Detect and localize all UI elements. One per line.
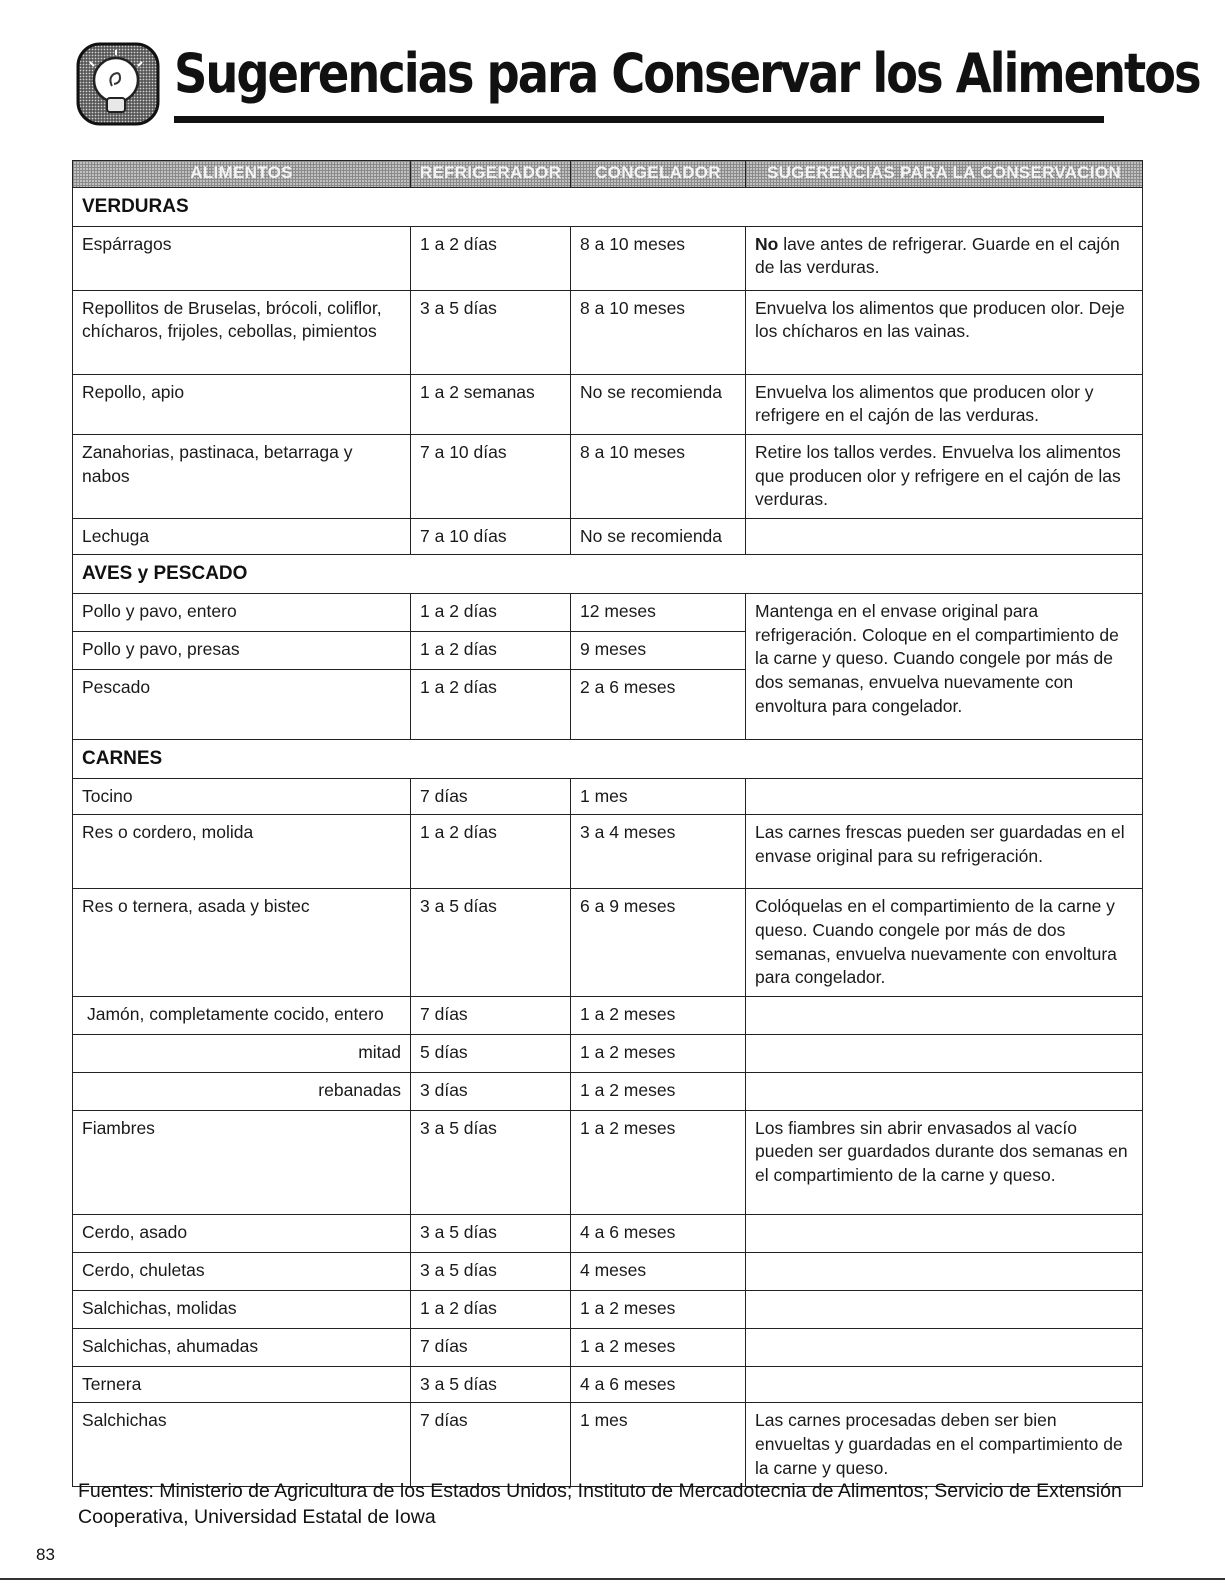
food-name: Cerdo, chuletas — [73, 1252, 411, 1290]
freezer-time: 1 a 2 meses — [571, 1072, 746, 1110]
table-row — [73, 1328, 1143, 1366]
section-title: CARNES — [73, 740, 1143, 779]
fridge-time: 3 a 5 días — [411, 1366, 571, 1403]
fridge-time: 7 días — [411, 1328, 571, 1366]
freezer-time: 8 a 10 meses — [571, 434, 746, 518]
food-name: Repollitos de Bruselas, brócoli, coliflor, chícharos, frijoles, cebollas, pimientos — [73, 290, 411, 374]
col-header-tips: SUGERENCIAS PARA LA CONSERVACION — [746, 161, 1143, 188]
storage-tip: Las carnes procesadas deben ser bien envueltas y guardadas en el compartimiento de la carne y queso. — [746, 1403, 1143, 1487]
table-row — [73, 1034, 1143, 1072]
food-name: Fiambres — [73, 1110, 411, 1214]
table-row — [73, 434, 1143, 518]
food-name: Espárragos — [73, 226, 411, 290]
food-name: Res o cordero, molida — [73, 815, 411, 889]
storage-tip — [746, 1252, 1143, 1290]
lightbulb-icon — [76, 42, 160, 126]
food-name: Salchichas, molidas — [73, 1290, 411, 1328]
freezer-time: 4 meses — [571, 1252, 746, 1290]
storage-tip — [746, 1072, 1143, 1110]
table-row — [73, 1072, 1143, 1110]
table-row — [73, 1110, 1143, 1214]
col-header-food: ALIMENTOS — [73, 161, 411, 188]
storage-tip: Colóquelas en el compartimiento de la carne y queso. Cuando congele por más de dos semanas, envuelva nuevamente con envoltura para congelador. — [746, 889, 1143, 997]
page-number: 83 — [36, 1545, 55, 1564]
storage-tip: Los fiambres sin abrir envasados al vacío pueden ser guardados durante dos semanas en el compartimiento de la carne y queso. — [746, 1110, 1143, 1214]
food-name: Lechuga — [73, 518, 411, 555]
table-row — [73, 778, 1143, 815]
freezer-time: 1 a 2 meses — [571, 1034, 746, 1072]
freezer-time: 8 a 10 meses — [571, 290, 746, 374]
freezer-time: 3 a 4 meses — [571, 815, 746, 889]
fridge-time: 3 a 5 días — [411, 1110, 571, 1214]
freezer-time: 4 a 6 meses — [571, 1214, 746, 1252]
food-name: Repollo, apio — [73, 374, 411, 434]
fridge-time: 7 días — [411, 1403, 571, 1487]
freezer-time: 12 meses — [571, 594, 746, 632]
tip-text: lave antes de refrigerar. Guarde en el cajón de las verduras. — [755, 233, 1120, 278]
fridge-time: 7 días — [411, 996, 571, 1034]
section-row-verduras — [73, 188, 1143, 227]
table-row — [73, 996, 1143, 1034]
fridge-time: 7 a 10 días — [411, 434, 571, 518]
storage-tip — [746, 1034, 1143, 1072]
storage-tip: Envuelva los alimentos que producen olor. Deje los chícharos en las vainas. — [746, 290, 1143, 374]
storage-tip — [746, 1366, 1143, 1403]
storage-tip — [746, 1290, 1143, 1328]
sources-note: Fuentes: Ministerio de Agricultura de los Estados Unidos; Instituto de Mercadotecnia de Alimentos; Servicio de Extensión Cooperativa, Universidad Estatal de Iowa — [78, 1480, 1122, 1529]
table-row — [73, 226, 1143, 290]
table-row — [73, 889, 1143, 997]
fridge-time: 1 a 2 días — [411, 632, 571, 670]
fridge-time: 3 a 5 días — [411, 1214, 571, 1252]
page-title: Sugerencias para Conservar los Alimentos — [174, 42, 1200, 105]
freezer-time: 1 mes — [571, 778, 746, 815]
section-row-aves — [73, 555, 1143, 594]
storage-tip: Mantenga en el envase original para refrigeración. Coloque en el compartimiento de la carne y queso. Cuando congele por más de dos semanas, envuelva nuevamente con envoltura para congelador. — [746, 594, 1143, 740]
storage-tip: Envuelva los alimentos que producen olor y refrigere en el cajón de las verduras. — [746, 374, 1143, 434]
food-name: Zanahorias, pastinaca, betarraga y nabos — [73, 434, 411, 518]
freezer-time: 1 a 2 meses — [571, 996, 746, 1034]
food-name: Pollo y pavo, presas — [73, 632, 411, 670]
freezer-time: 1 a 2 meses — [571, 1110, 746, 1214]
food-name: Tocino — [73, 778, 411, 815]
food-name: Pollo y pavo, entero — [73, 594, 411, 632]
food-name: Salchichas — [73, 1403, 411, 1487]
table-row — [73, 815, 1143, 889]
food-name: Salchichas, ahumadas — [73, 1328, 411, 1366]
storage-tip: Retire los tallos verdes. Envuelva los alimentos que producen olor y refrigere en el cajón de las verduras. — [746, 434, 1143, 518]
col-header-freezer: CONGELADOR — [571, 161, 746, 188]
table-row — [73, 374, 1143, 434]
food-name: Jamón, completamente cocido, entero — [73, 996, 411, 1034]
col-header-fridge: REFRIGERADOR — [411, 161, 571, 188]
fridge-time: 1 a 2 días — [411, 815, 571, 889]
fridge-time: 7 días — [411, 778, 571, 815]
food-name: Res o ternera, asada y bistec — [73, 889, 411, 997]
food-name: Cerdo, asado — [73, 1214, 411, 1252]
freezer-time: 6 a 9 meses — [571, 889, 746, 997]
food-storage-table — [72, 160, 1143, 1487]
food-name: Pescado — [73, 670, 411, 740]
page-header — [76, 38, 1200, 130]
freezer-time: 4 a 6 meses — [571, 1366, 746, 1403]
food-name: Ternera — [73, 1366, 411, 1403]
freezer-time: 2 a 6 meses — [571, 670, 746, 740]
fridge-time: 5 días — [411, 1034, 571, 1072]
section-title: VERDURAS — [73, 188, 1143, 227]
table-row — [73, 290, 1143, 374]
freezer-time: 1 a 2 meses — [571, 1328, 746, 1366]
freezer-time: 1 mes — [571, 1403, 746, 1487]
freezer-time: 1 a 2 meses — [571, 1290, 746, 1328]
freezer-time: 9 meses — [571, 632, 746, 670]
fridge-time: 3 a 5 días — [411, 1252, 571, 1290]
section-title: AVES y PESCADO — [73, 555, 1143, 594]
title-underline — [174, 116, 1104, 123]
table-row — [73, 1403, 1143, 1487]
freezer-time: No se recomienda — [571, 518, 746, 555]
table-header-row — [73, 161, 1143, 188]
fridge-time: 1 a 2 días — [411, 226, 571, 290]
fridge-time: 7 a 10 días — [411, 518, 571, 555]
storage-tip — [746, 1328, 1143, 1366]
food-name: mitad — [73, 1034, 411, 1072]
fridge-time: 1 a 2 días — [411, 594, 571, 632]
fridge-time: 3 a 5 días — [411, 889, 571, 997]
storage-tip — [746, 226, 1143, 290]
storage-tip — [746, 996, 1143, 1034]
fridge-time: 1 a 2 días — [411, 670, 571, 740]
fridge-time: 3 a 5 días — [411, 290, 571, 374]
storage-tip — [746, 1214, 1143, 1252]
fridge-time: 3 días — [411, 1072, 571, 1110]
table-row — [73, 1290, 1143, 1328]
freezer-time: 8 a 10 meses — [571, 226, 746, 290]
storage-tip — [746, 778, 1143, 815]
table-row — [73, 518, 1143, 555]
freezer-time: No se recomienda — [571, 374, 746, 434]
storage-tip: Las carnes frescas pueden ser guardadas en el envase original para su refrigeración. — [746, 815, 1143, 889]
fridge-time: 1 a 2 semanas — [411, 374, 571, 434]
table-row — [73, 1366, 1143, 1403]
table-row — [73, 594, 1143, 632]
table-row — [73, 1214, 1143, 1252]
table-row — [73, 1252, 1143, 1290]
section-row-carnes — [73, 740, 1143, 779]
storage-tip — [746, 518, 1143, 555]
bottom-divider — [0, 1578, 1225, 1580]
fridge-time: 1 a 2 días — [411, 1290, 571, 1328]
food-name: rebanadas — [73, 1072, 411, 1110]
tip-emphasis: No — [755, 233, 779, 254]
